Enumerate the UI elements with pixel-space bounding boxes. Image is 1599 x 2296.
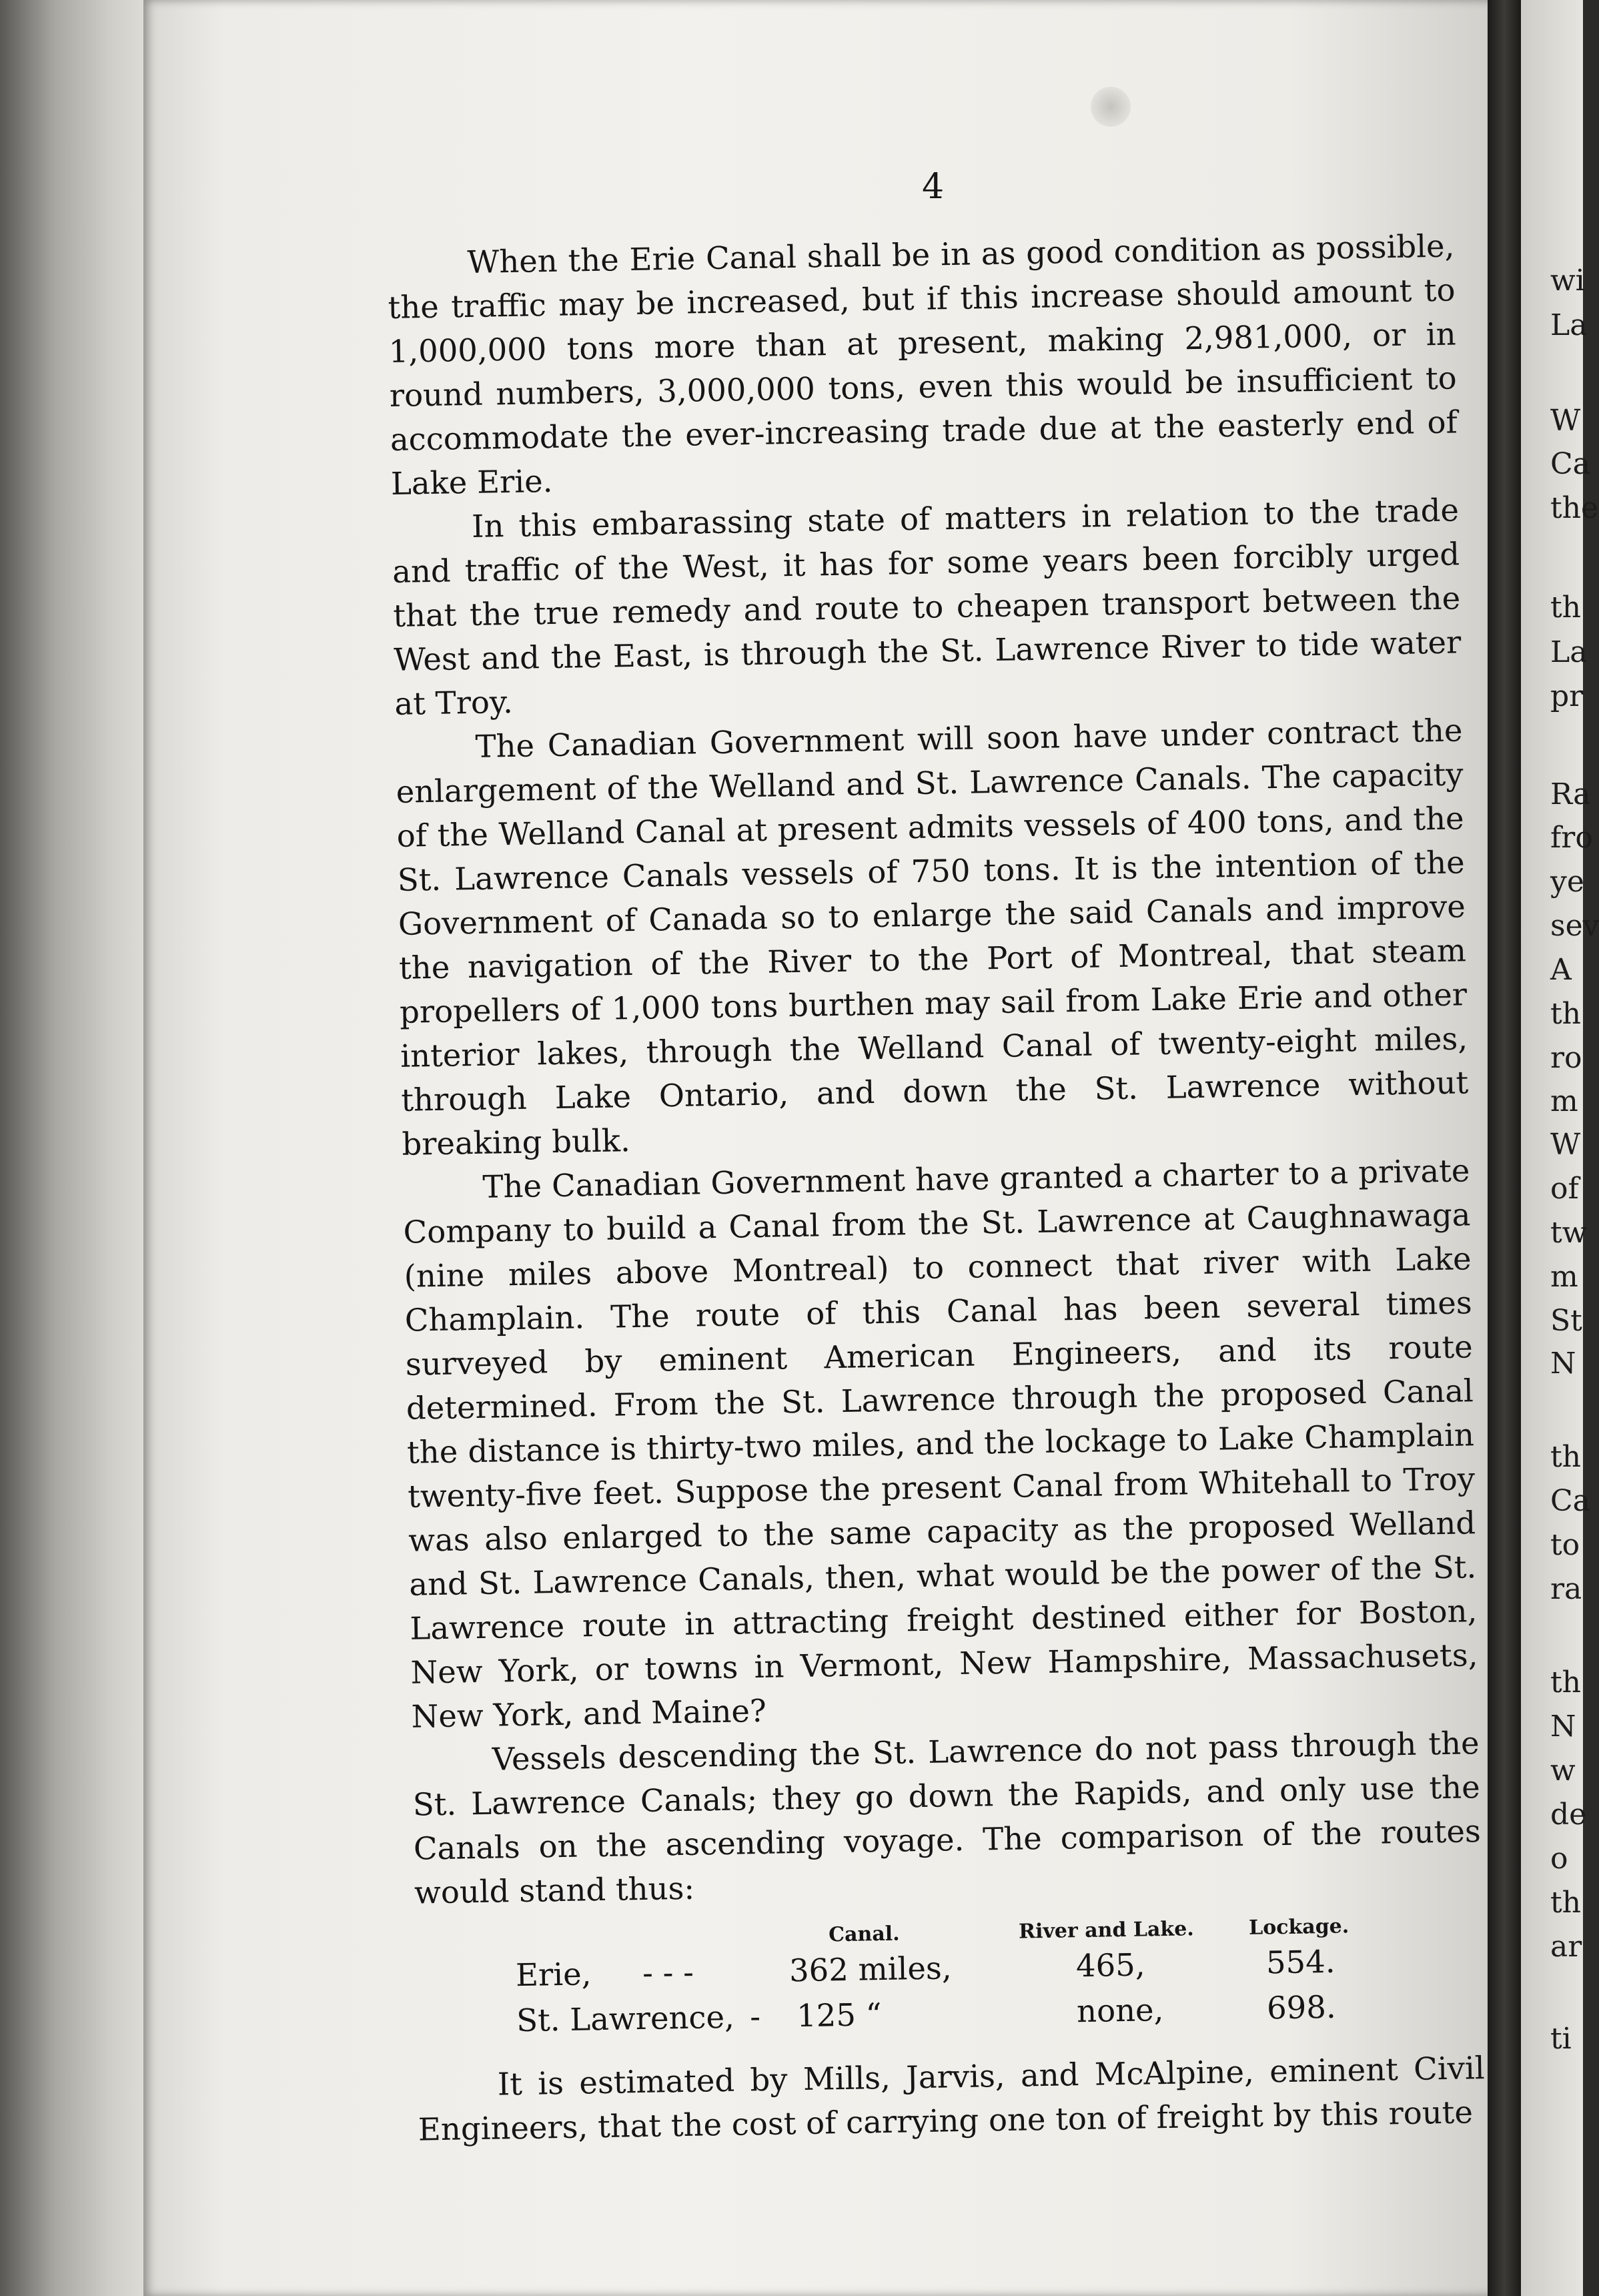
next-page-fragment: m bbox=[1550, 1084, 1578, 1118]
next-page-fragment: th bbox=[1550, 1665, 1582, 1699]
next-page-fragment: N bbox=[1550, 1709, 1576, 1744]
next-page-fragment: La bbox=[1550, 635, 1588, 669]
next-page-fragment: w bbox=[1550, 1754, 1576, 1788]
next-page-fragment: th bbox=[1550, 997, 1582, 1031]
route-name: Erie, bbox=[515, 1956, 592, 1994]
next-page-fragment: the bbox=[1550, 491, 1599, 525]
route-name: St. Lawrence, bbox=[516, 1998, 735, 2039]
route-comparison-table bbox=[415, 1902, 1484, 2063]
document-body bbox=[387, 224, 1486, 2151]
next-page-fragment: ra bbox=[1550, 1572, 1582, 1606]
paragraph: In this embarassing state of matters in relation to the trade and traffic of the West, it has for some years been forcibly urged that the true remedy and route to cheapen transport between the West and the East, is through the St. Lawrence River to tide water at Troy. bbox=[392, 492, 1462, 722]
lockage-value: 554. bbox=[1265, 1943, 1336, 1981]
next-page-fragment: ro bbox=[1550, 1041, 1582, 1075]
next-page-fragment: tw bbox=[1550, 1216, 1588, 1250]
next-page-fragment: ti bbox=[1550, 2022, 1572, 2056]
canal-distance: 125 “ bbox=[796, 1996, 882, 2034]
canal-distance: 362 miles, bbox=[788, 1950, 953, 1989]
table-row bbox=[416, 1937, 1483, 1994]
next-page-fragment: pr bbox=[1550, 679, 1584, 713]
next-page-fragment: th bbox=[1550, 1440, 1582, 1474]
next-page-fragment: o bbox=[1550, 1842, 1568, 1876]
next-page-fragment: th bbox=[1550, 591, 1582, 625]
river-lake-distance: none, bbox=[1076, 1992, 1164, 2030]
next-page-edge bbox=[1521, 0, 1599, 2296]
lockage-value: 698. bbox=[1266, 1988, 1337, 2026]
next-page-fragment: th bbox=[1550, 1886, 1582, 1920]
next-page-fragment: W bbox=[1550, 1128, 1581, 1162]
river-lake-distance: 465, bbox=[1075, 1946, 1145, 1984]
next-page-fragment: St bbox=[1550, 1304, 1582, 1338]
book-gutter bbox=[1488, 0, 1521, 2296]
next-page-fragment: ar bbox=[1550, 1930, 1582, 1964]
paper-smudge bbox=[1091, 87, 1131, 127]
next-page-fragment: sev bbox=[1550, 909, 1599, 943]
book-left-edge bbox=[0, 0, 157, 2296]
next-page-fragment: of bbox=[1550, 1172, 1579, 1206]
column-header-canal: Canal. bbox=[828, 1922, 900, 1947]
next-page-fragment: W bbox=[1550, 404, 1581, 438]
next-page-fragment: fro bbox=[1550, 821, 1593, 855]
next-page-fragment: ye bbox=[1550, 865, 1584, 899]
paragraph: Vessels descending the St. Lawrence do not pass through the St. Lawrence Canals; they go down the Rapids, and only use the Canals on the ascending voyage. The comparison of the routes would stand thus: bbox=[412, 1725, 1482, 1911]
next-page-fragment: Ca bbox=[1550, 1484, 1590, 1518]
paragraph: When the Erie Canal shall be in as good condition as possible, the traffic may be increased, but if this increase should amount to 1,000,000 tons more than at present, making 2,981,000, or in round numbers, 3,000,000 tons, even this would be insufficient to accommodate the ever-increasing trade due at the easterly end of Lake Erie. bbox=[388, 228, 1458, 502]
column-header-river-lake: River and Lake. bbox=[1018, 1917, 1195, 1944]
paragraph: The Canadian Government have granted a charter to a private Company to build a Canal from the St. Lawrence at Caughnawaga (nine miles above Montreal) to connect that river with Lake Champlain. The route of this Canal has been several times surveyed by eminent American Engineers, and its route determined. From the St. Lawrence through the proposed Canal the distance is thirty-two miles, and the lockage to Lake Champlain twenty-five feet. Suppose the present Canal from Whitehall to Troy was also enlarged to the same capacity as the proposed Welland and St. Lawrence Canals, then, what would be the power of the St. Lawrence route in attracting freight destined either for Boston, New York, or towns in Vermont, New Hampshire, Massachusets, New York, and Maine? bbox=[403, 1152, 1478, 1735]
next-page-fragment: La bbox=[1550, 308, 1588, 342]
next-page-fragment: to bbox=[1550, 1528, 1580, 1562]
next-page-fragment: N bbox=[1550, 1347, 1576, 1381]
next-page-fragment: m bbox=[1550, 1260, 1578, 1294]
next-page-fragment: wi bbox=[1550, 264, 1585, 298]
next-page-fragment: de bbox=[1550, 1798, 1587, 1832]
paragraph: The Canadian Government will soon have under contract the enlargement of the Welland and St. Lawrence Canals. The capacity of the Welland Canal at present admits vessels of 400 tons, and the St. Lawrence Canals vessels of 750 tons. It is the intention of the Government of Canada so to enlarge the said Canals and improve the navigation of the River to the Port of Montreal, that steam propellers of 1,000 tons burthen may sail from Lake Erie and other interior lakes, through the Welland Canal of twenty-eight miles, through Lake Ontario, and down the St. Lawrence without breaking bulk. bbox=[396, 712, 1469, 1162]
column-header-lockage: Lockage. bbox=[1248, 1914, 1350, 1940]
next-page-fragment: Ra bbox=[1550, 777, 1591, 811]
leader-dashes: - bbox=[749, 1998, 761, 2035]
paragraph: It is estimated by Mills, Jarvis, and McAlpine, eminent Civil Engineers, that the cost of carrying one ton of freight by this route bbox=[418, 2050, 1486, 2148]
next-page-fragment: A bbox=[1550, 953, 1572, 987]
next-page-fragment: Ca bbox=[1550, 447, 1590, 481]
leader-dashes: - - - bbox=[642, 1954, 694, 1992]
page-number: 4 bbox=[922, 167, 945, 207]
